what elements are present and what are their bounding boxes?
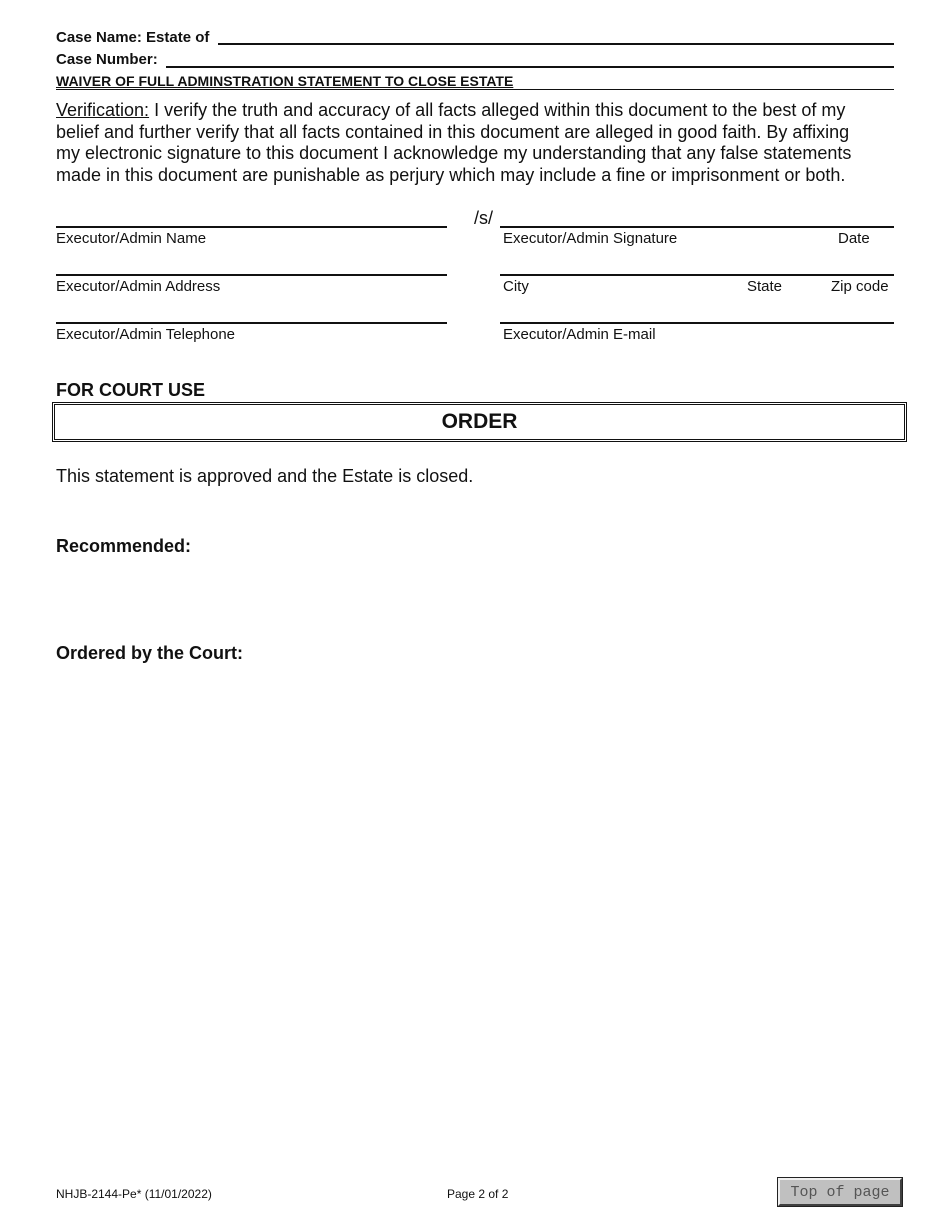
court-use-heading: FOR COURT USE — [56, 380, 206, 400]
signature-field[interactable] — [502, 208, 824, 226]
city-field[interactable] — [502, 256, 742, 274]
executor-email-label: Executor/Admin E-mail — [503, 326, 656, 343]
verification-line-2: belief and further verify that all facts contained in this document are alleged in good faith. By affixing — [56, 121, 850, 142]
state-label: State — [747, 278, 783, 295]
case-name-field[interactable] — [220, 26, 894, 44]
recommended-label: Recommended: — [56, 536, 192, 556]
verification-paragraph — [56, 100, 916, 186]
verification-line-3: my electronic signature to this document I acknowledge my understanding that any false statements — [56, 143, 852, 163]
form-id: NHJB-2144-Pe* (11/01/2022) — [56, 1187, 212, 1201]
ordered-by-court-label: Ordered by the Court: — [56, 643, 244, 663]
executor-email-field[interactable] — [502, 304, 894, 322]
executor-name-line — [56, 226, 447, 228]
signature-prefix: /s/ — [474, 208, 494, 228]
signature-label: Executor/Admin Signature — [503, 230, 678, 247]
top-of-page-button[interactable]: Top of page — [778, 1178, 902, 1206]
executor-telephone-line — [56, 322, 447, 324]
signature-line — [500, 226, 894, 228]
executor-telephone-field[interactable] — [58, 304, 447, 322]
approval-statement: This statement is approved and the Estate is closed. — [56, 466, 474, 486]
title-rule — [56, 89, 894, 90]
order-title: ORDER — [441, 410, 518, 433]
zip-field[interactable] — [816, 256, 896, 274]
city-label: City — [503, 278, 529, 295]
executor-name-field[interactable] — [58, 208, 447, 226]
executor-name-label: Executor/Admin Name — [56, 230, 207, 247]
case-number-label: Case Number: — [56, 51, 158, 68]
order-box — [52, 402, 907, 442]
case-name-label: Case Name: Estate of — [56, 29, 210, 46]
city-state-zip-line — [500, 274, 894, 276]
verification-line-4: made in this document are punishable as perjury which may include a fine or imprisonment or both. — [56, 164, 846, 185]
verification-line-1: I verify the truth and accuracy of all facts alleged within this document to the best of my — [149, 100, 846, 120]
case-number-field[interactable] — [168, 49, 892, 67]
executor-email-line — [500, 322, 894, 324]
executor-telephone-label: Executor/Admin Telephone — [56, 326, 236, 343]
date-label: Date — [838, 230, 870, 247]
zip-label: Zip code — [831, 278, 889, 295]
state-field[interactable] — [742, 256, 816, 274]
executor-address-label: Executor/Admin Address — [56, 278, 221, 295]
form-title: WAIVER OF FULL ADMINSTRATION STATEMENT TO CLOSE ESTATE — [56, 73, 514, 89]
executor-address-field[interactable] — [58, 256, 447, 274]
verification-heading: Verification: — [56, 100, 150, 120]
executor-address-line — [56, 274, 447, 276]
page-number: Page 2 of 2 — [447, 1187, 509, 1201]
date-field[interactable] — [824, 208, 896, 226]
